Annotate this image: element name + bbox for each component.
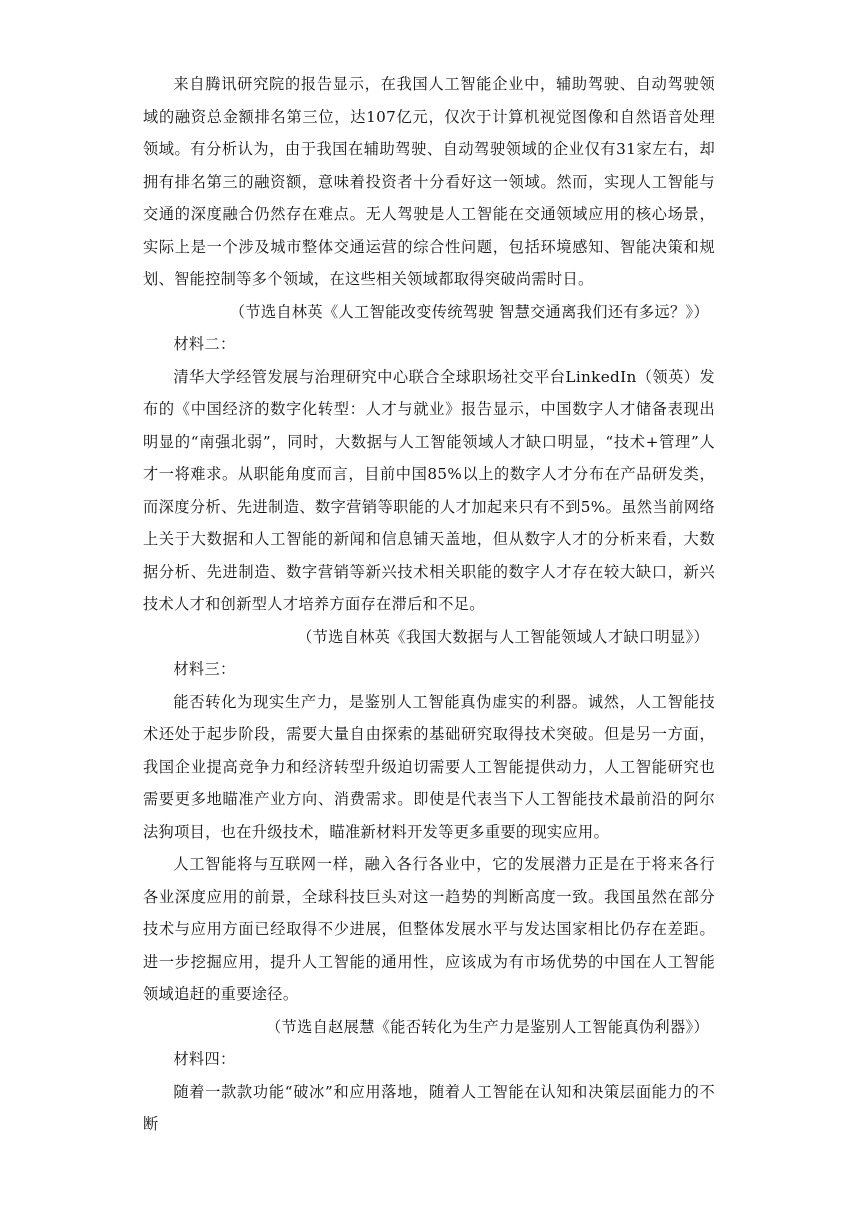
paragraph-material-three-a: 能否转化为现实生产力，是鉴别人工智能真伪虚实的利器。诚然，人工智能技术还处于起步阶段，需要大量自由探索的基础研究取得技术突破。但是另一方面，我国企业提高竞争力和经济转型升级迫切需要人工智能提供动力，人工智能研究也需要更多地瞄准产业方向、消费需求。即使是代表当下人工智能技术最前沿的阿尔法狗项目，也在升级技术，瞄准新材料开发等更多重要的现实应用。 <box>143 692 715 841</box>
paragraph-material-two: 清华大学经管发展与治理研究中心联合全球职场社交平台LinkedIn（领英）发布的《中国经济的数字化转型：人才与就业》报告显示，中国数字人才储备表现出明显的“南强北弱”，同时，大数据与人工智能领域人才缺口明显，“技术+管理”人才一将难求。从职能角度而言，目前中国85%以上的数字人才分布在产品研发类，而深度分析、先进制造、数字营销等职能的人才加起来只有不到5%。虽然当前网络上关于大数据和人工智能的新闻和信息铺天盖地，但从数字人才的分析来看，大数据分析、先进制造、数字营销等新兴技术相关职能的数字人才存在较大缺口，新兴技术人才和创新型人才培养方面存在滞后和不足。 <box>143 367 715 613</box>
heading-material-two: 材料二： <box>173 335 236 353</box>
heading-material-three: 材料三： <box>173 660 236 678</box>
heading-material-four: 材料四： <box>173 1050 236 1068</box>
paragraph-material-one: 来自腾讯研究院的报告显示，在我国人工智能企业中，辅助驾驶、自动驾驶领域的融资总金额排名第三位，达107亿元，仅次于计算机视觉图像和自然语音处理领域。有分析认为，由于我国在辅助驾驶、自动驾驶领域的企业仅有31家左右，却拥有排名第三的融资额，意味着投资者十分看好这一领域。然而，实现人工智能与交通的深度融合仍然存在难点。无人驾驶是人工智能在交通领域应用的核心场景，实际上是一个涉及城市整体交通运营的综合性问题，包括环境感知、智能决策和规划、智能控制等多个领域，在这些相关领域都取得突破尚需时日。 <box>143 75 715 288</box>
paragraph-material-four: 随着一款款功能“破冰”和应用落地，随着人工智能在认知和决策层面能力的不断 <box>143 1082 715 1133</box>
source-citation-two: （节选自林英《我国大数据与人工智能领域人才缺口明显》） <box>297 627 709 646</box>
source-citation-three: （节选自赵展慧《能否转化为生产力是鉴别人工智能真伪利器》） <box>266 1017 709 1036</box>
source-citation-one: （节选自林英《人工智能改变传统驾驶 智慧交通离我们还有多远？》） <box>229 302 709 321</box>
paragraph-material-three-b: 人工智能将与互联网一样，融入各行各业中，它的发展潜力正是在于将来各行各业深度应用的前景，全球科技巨头对这一趋势的判断高度一致。我国虽然在部分技术与应用方面已经取得不少进展，但整体发展水平与发达国家相比仍存在差距。进一步挖掘应用，提升人工智能的通用性，应该成为有市场优势的中国在人工智能领域追赶的重要途径。 <box>143 855 715 1003</box>
document-body <box>143 68 715 1141</box>
